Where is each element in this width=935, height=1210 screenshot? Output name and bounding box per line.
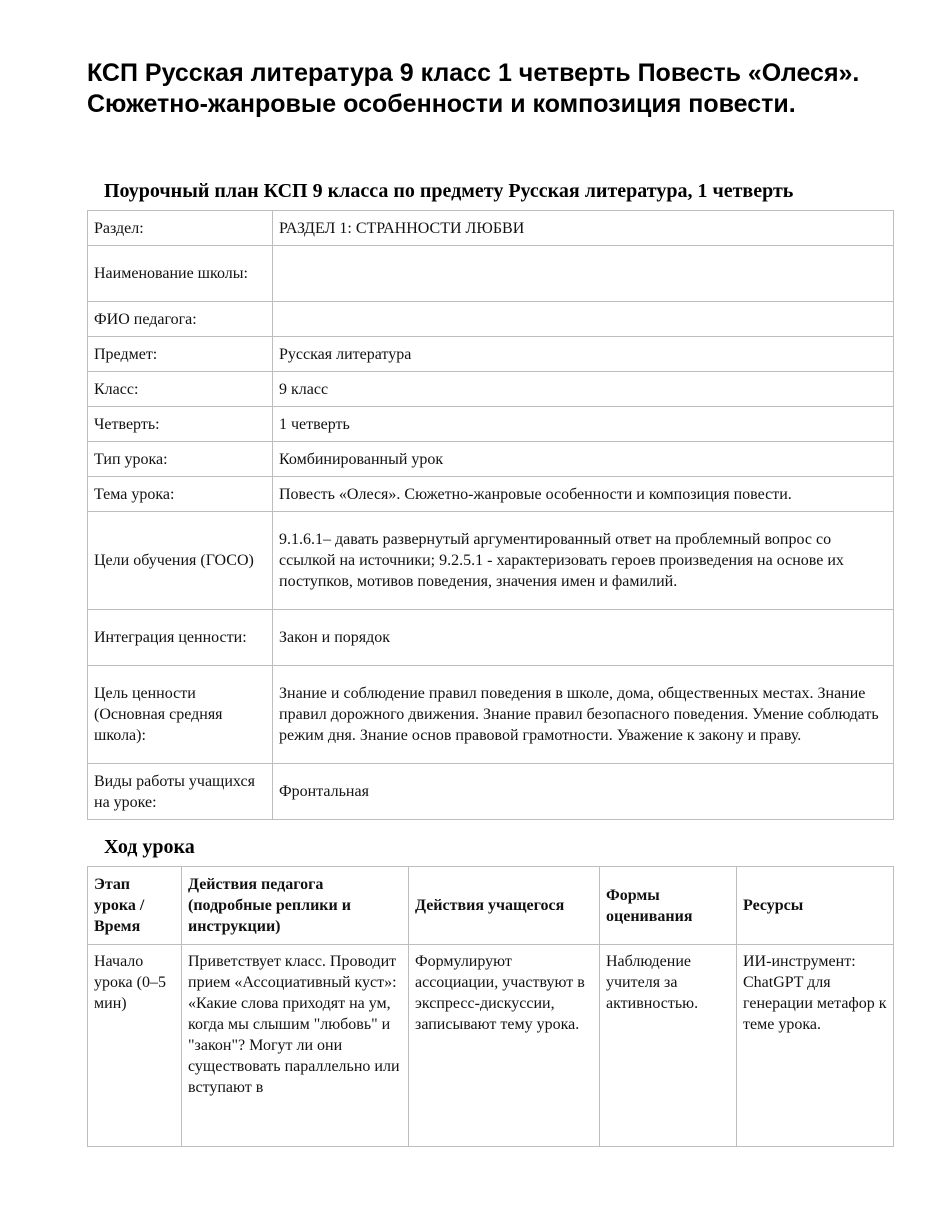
header-stage: Этап урока / Время	[88, 867, 182, 945]
info-row-work-types	[88, 764, 894, 820]
info-value	[273, 246, 894, 302]
info-row-teacher	[88, 302, 894, 337]
lesson-info-table	[87, 210, 894, 820]
plan-subtitle: Поурочный план КСП 9 класса по предмету Русская литература, 1 четверть	[104, 180, 794, 202]
lesson-flow-table	[87, 866, 894, 1147]
info-row-quarter	[88, 407, 894, 442]
info-row-value-goal	[88, 666, 894, 764]
info-label: Цель ценности (Основная средняя школа):	[88, 666, 273, 764]
info-value: Повесть «Олеся». Сюжетно-жанровые особенности и композиция повести.	[273, 477, 894, 512]
lesson-flow-heading: Ход урока	[104, 836, 195, 858]
info-row-subject	[88, 337, 894, 372]
cell-student-actions: Формулируют ассоциации, участвуют в экспресс-дискуссии, записывают тему урока.	[409, 945, 600, 1147]
header-resources: Ресурсы	[737, 867, 894, 945]
info-label: Предмет:	[88, 337, 273, 372]
info-row-topic	[88, 477, 894, 512]
table-row	[88, 945, 894, 1147]
info-value: 9.1.6.1– давать развернутый аргументированный ответ на проблемный вопрос со ссылкой на источники; 9.2.5.1 - характеризовать героев произведения на основе их поступков, мотивов поведения, значения имен и фамилий.	[273, 512, 894, 610]
info-value: Закон и порядок	[273, 610, 894, 666]
info-value: Знание и соблюдение правил поведения в школе, дома, общественных местах. Знание правил дорожного движения. Знание правил безопасного поведения. Умение соблюдать режим дня. Знание основ правовой грамотности. Уважение к закону и праву.	[273, 666, 894, 764]
info-row-lesson-type	[88, 442, 894, 477]
info-row-school	[88, 246, 894, 302]
info-label: ФИО педагога:	[88, 302, 273, 337]
info-row-section	[88, 211, 894, 246]
lesson-table-header	[88, 867, 894, 945]
cell-teacher-actions: Приветствует класс. Проводит прием «Ассоциативный куст»: «Какие слова приходят на ум, когда мы слышим "любовь" и "закон"? Могут ли они существовать параллельно или вступают в	[182, 945, 409, 1147]
cell-stage: Начало урока (0–5 мин)	[88, 945, 182, 1147]
info-value: 9 класс	[273, 372, 894, 407]
info-label: Тема урока:	[88, 477, 273, 512]
info-label: Раздел:	[88, 211, 273, 246]
info-label: Цели обучения (ГОСО)	[88, 512, 273, 610]
header-student-actions: Действия учащегося	[409, 867, 600, 945]
info-row-learning-goals	[88, 512, 894, 610]
info-label: Наименование школы:	[88, 246, 273, 302]
info-value	[273, 302, 894, 337]
header-teacher-actions: Действия педагога (подробные реплики и инструкции)	[182, 867, 409, 945]
info-value: РАЗДЕЛ 1: СТРАННОСТИ ЛЮБВИ	[273, 211, 894, 246]
info-label: Класс:	[88, 372, 273, 407]
info-row-value-integration	[88, 610, 894, 666]
info-row-grade	[88, 372, 894, 407]
document-title: КСП Русская литература 9 класс 1 четверть Повесть «Олеся». Сюжетно-жанровые особенности и композиция повести.	[87, 59, 860, 118]
info-label: Тип урока:	[88, 442, 273, 477]
info-label: Четверть:	[88, 407, 273, 442]
info-value: Фронтальная	[273, 764, 894, 820]
cell-resources: ИИ-инструмент: ChatGPT для генерации метафор к теме урока.	[737, 945, 894, 1147]
info-value: 1 четверть	[273, 407, 894, 442]
info-label: Интеграция ценности:	[88, 610, 273, 666]
info-value: Русская литература	[273, 337, 894, 372]
cell-assessment: Наблюдение учителя за активностью.	[600, 945, 737, 1147]
info-value: Комбинированный урок	[273, 442, 894, 477]
info-label: Виды работы учащихся на уроке:	[88, 764, 273, 820]
header-assessment: Формы оценивания	[600, 867, 737, 945]
